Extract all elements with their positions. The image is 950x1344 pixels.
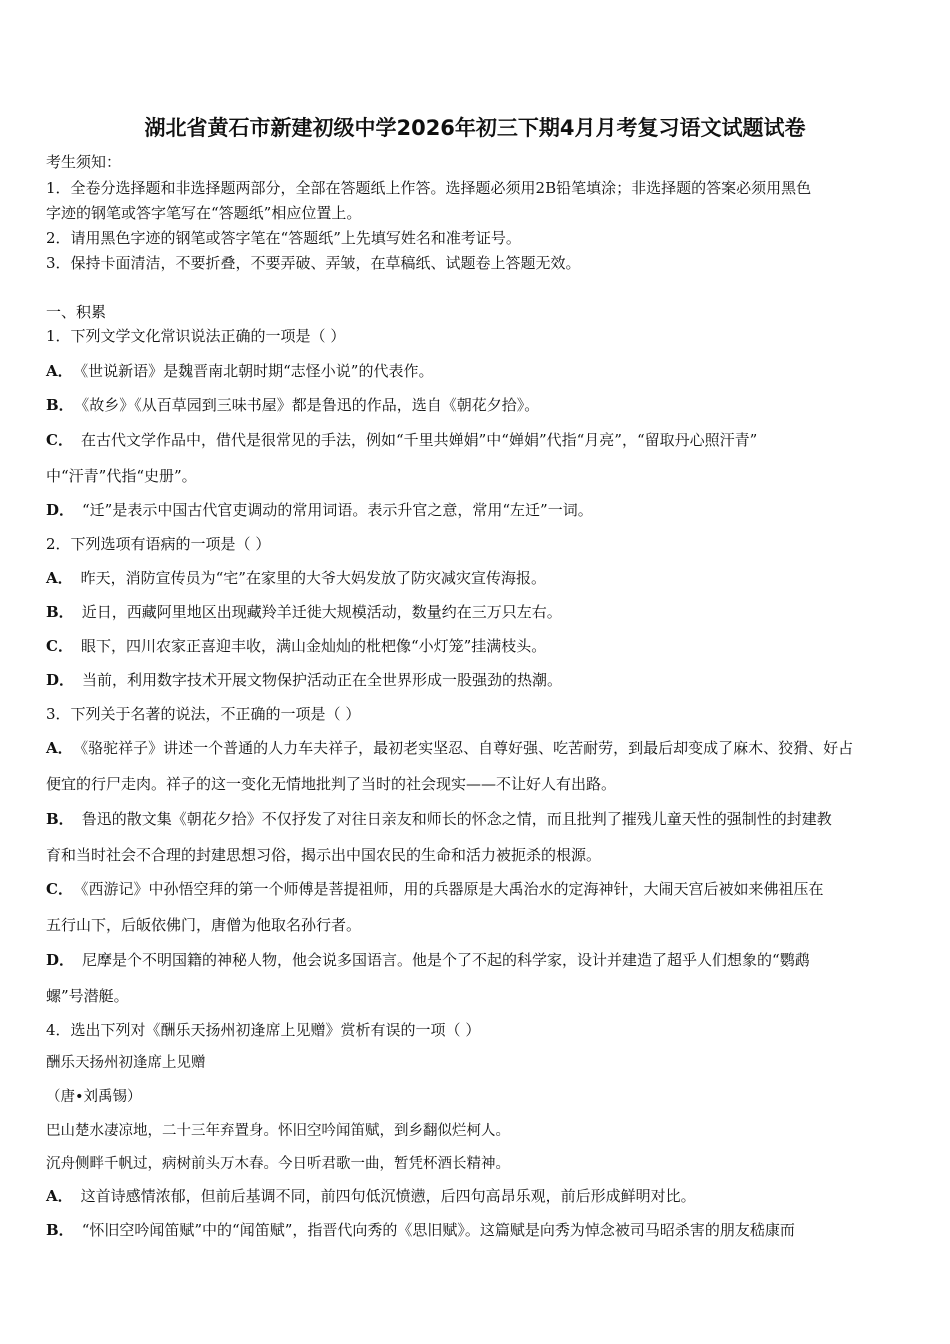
option-text: 近日，西藏阿里地区出现藏羚羊迁徙大规模活动，数量约在三万只左右。: [81, 603, 562, 621]
option-letter: D．: [46, 501, 75, 519]
poem-line: 沉舟侧畔千帆过，病树前头万木春。今日听君歌一曲，暂凭杯酒长精神。: [46, 1156, 510, 1172]
q3-option-b: [46, 809, 832, 829]
notice-item: 1．全卷分选择题和非选择题两部分，全部在答题纸上作答。选择题必须用2B铅笔填涂；非选择题的答案必须用黑色: [46, 179, 812, 197]
option-text: “迁”是表示中国古代官吏调动的常用词语。表示升官之意，常用“左迁”一词。: [82, 501, 593, 519]
q1-option-c: [46, 430, 757, 450]
q2-option-c: [46, 636, 546, 656]
option-text: 《故乡》《从百草园到三味书屋》都是鲁迅的作品，选自《朝花夕拾》。: [81, 396, 540, 414]
section-heading: 一、积累: [46, 303, 107, 321]
option-text: 当前，利用数字技术开展文物保护活动正在全世界形成一股强劲的热潮。: [82, 671, 563, 689]
option-letter: C．: [46, 637, 73, 655]
option-letter: C．: [46, 431, 73, 449]
q3-option-b-cont: 育和当时社会不合理的封建思想习俗，揭示出中国农民的生命和活力被扼杀的根源。: [46, 846, 602, 864]
q1-option-c-cont: 中“汗青”代指“史册”。: [46, 467, 197, 485]
option-text: 在古代文学作品中，借代是很常见的手法，例如“千里共婵娟”中“婵娟”代指“月亮”，“留取丹心照汗青”: [80, 431, 758, 449]
option-text: 《世说新语》是魏晋南北朝时期“志怪小说”的代表作。: [80, 362, 434, 380]
option-letter: C．: [46, 880, 73, 898]
q1-option-d: [46, 500, 593, 520]
option-text: 昨天，消防宣传员为“宅”在家里的大爷大妈发放了防灾减灾宣传海报。: [80, 569, 546, 587]
q3-option-a-cont: 便宜的行尸走肉。祥子的这一变化无情地批判了当时的社会现实——不让好人有出路。: [46, 775, 617, 793]
option-letter: D．: [46, 671, 75, 689]
q2-option-d: [46, 670, 562, 690]
option-letter: B．: [46, 603, 74, 621]
option-letter: B．: [46, 810, 74, 828]
option-text: “怀旧空吟闻笛赋”中的“闻笛赋”，指晋代向秀的《思旧赋》。这篇赋是向秀为悼念被司马昭杀害的朋友嵇康而: [81, 1221, 795, 1239]
notice-item: 2．请用黑色字迹的钢笔或答字笔在“答题纸”上先填写姓名和准考证号。: [46, 229, 521, 247]
notice-header: 考生须知：: [46, 153, 122, 171]
option-text: 《骆驼祥子》讲述一个普通的人力车夫祥子，最初老实坚忍、自尊好强、吃苦耐劳，到最后却变成了麻木、狡猾、好占: [80, 739, 854, 757]
q4-option-b: [46, 1220, 795, 1240]
option-text: 尼摩是个不明国籍的神秘人物，他会说多国语言。他是个了不起的科学家，设计并建造了超乎人们想象的“鹦鹉: [82, 951, 810, 969]
option-text: 鲁迅的散文集《朝花夕拾》不仅抒发了对往日亲友和师长的怀念之情，而且批判了摧残儿童天性的强制性的封建教: [81, 810, 832, 828]
option-text: 《西游记》中孙悟空拜的第一个师傅是菩提祖师，用的兵器原是大禹治水的定海神针，大闹天宫后被如来佛祖压在: [80, 880, 824, 898]
q1-option-a: [46, 361, 433, 381]
poem-author: （唐•刘禹锡）: [46, 1089, 142, 1105]
option-letter: B．: [46, 396, 74, 414]
option-letter: A．: [46, 739, 73, 757]
question-3-stem: 3．下列关于名著的说法，不正确的一项是（ ）: [46, 705, 361, 723]
question-4-stem: 4．选出下列对《酬乐天扬州初逢席上见赠》赏析有误的一项（ ）: [46, 1021, 481, 1039]
option-letter: A．: [46, 1187, 73, 1205]
q3-option-d: [46, 950, 810, 970]
q1-option-b: [46, 395, 539, 415]
question-1-stem: 1．下列文学文化常识说法正确的一项是（ ）: [46, 327, 346, 345]
q3-option-c: [46, 879, 823, 899]
option-text: 这首诗感情浓郁，但前后基调不同，前四句低沉愤懑，后四句高昂乐观，前后形成鲜明对比。: [80, 1187, 696, 1205]
option-letter: B．: [46, 1221, 74, 1239]
poem-title: 酬乐天扬州初逢席上见赠: [46, 1055, 206, 1071]
option-letter: A．: [46, 569, 73, 587]
q2-option-b: [46, 602, 562, 622]
option-letter: D．: [46, 951, 75, 969]
q4-option-a: [46, 1186, 696, 1206]
q2-option-a: [46, 568, 546, 588]
poem-line: 巴山楚水凄凉地，二十三年弃置身。怀旧空吟闻笛赋，到乡翻似烂柯人。: [46, 1123, 510, 1139]
question-2-stem: 2．下列选项有语病的一项是（ ）: [46, 535, 271, 553]
notice-item: 3．保持卡面清洁，不要折叠，不要弄破、弄皱，在草稿纸、试题卷上答题无效。: [46, 254, 581, 272]
option-text: 眼下，四川农家正喜迎丰收，满山金灿灿的枇杷像“小灯笼”挂满枝头。: [80, 637, 547, 655]
notice-item: 字迹的钢笔或答字笔写在“答题纸”相应位置上。: [46, 204, 362, 222]
page-title: 湖北省黄石市新建初级中学2026年初三下期4月月考复习语文试题试卷: [144, 116, 806, 140]
q3-option-c-cont: 五行山下，后皈依佛门，唐僧为他取名孙行者。: [46, 916, 362, 934]
option-letter: A．: [46, 362, 73, 380]
q3-option-a: [46, 738, 853, 758]
q3-option-d-cont: 螺”号潜艇。: [46, 987, 129, 1005]
